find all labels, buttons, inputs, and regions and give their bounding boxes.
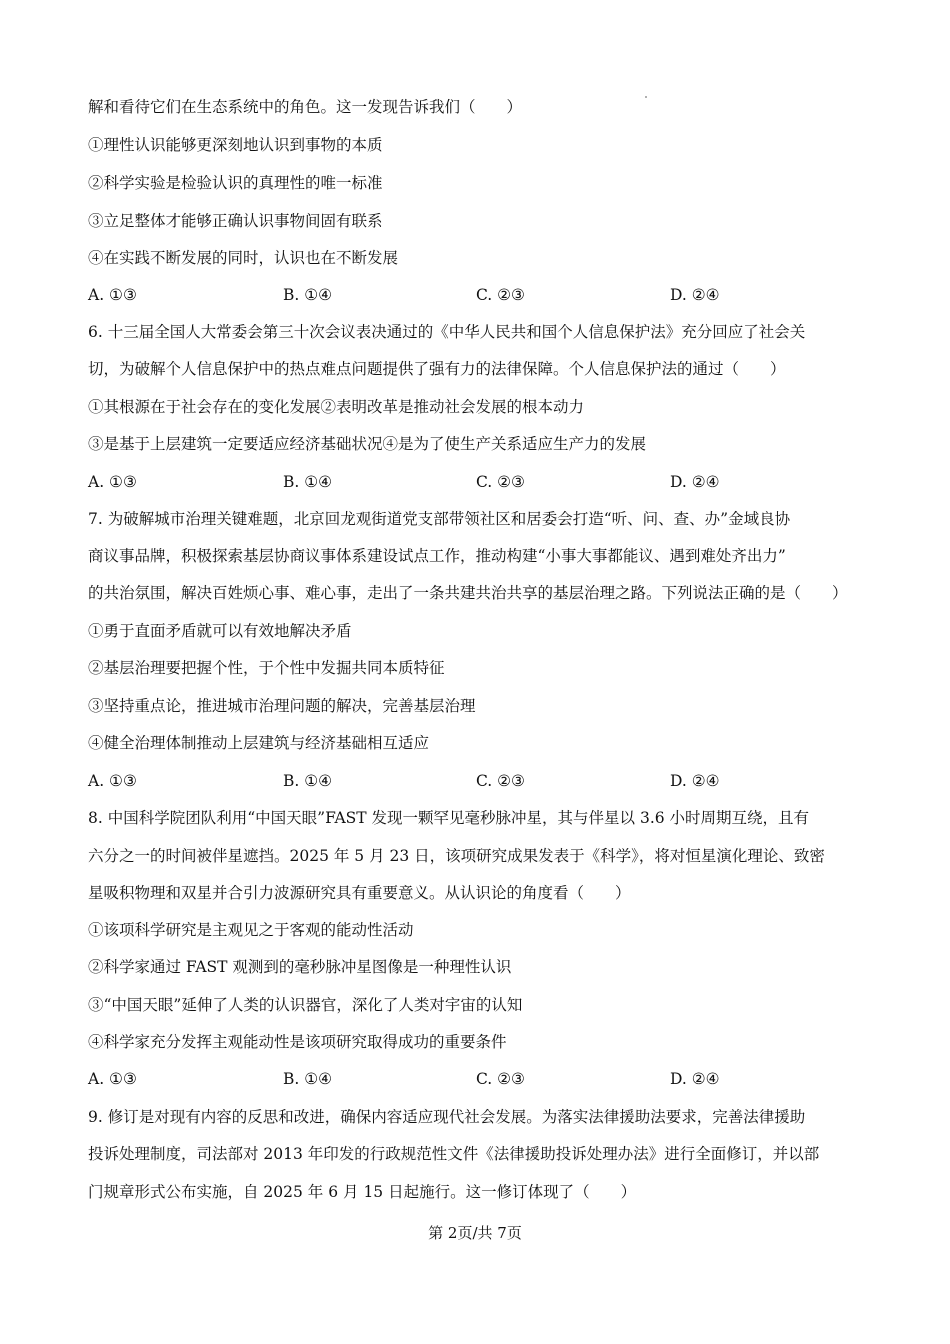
- q5-statement-4: ④在实践不断发展的同时，认识也在不断发展: [88, 249, 399, 267]
- q7-stem-line-2: 商议事品牌，积极探索基层协商议事体系建设试点工作，推动构建“小事大事都能议、遇到难处齐出力”: [88, 547, 786, 565]
- q5-statement-1: ①理性认识能够更深刻地认识到事物的本质: [88, 136, 383, 154]
- q7-statement-2: ②基层治理要把握个性，于个性中发掘共同本质特征: [88, 659, 445, 677]
- q5-options: [88, 284, 868, 306]
- q7-options: [88, 770, 868, 792]
- q5-stem-line: 解和看待它们在生态系统中的角色。这一发现告诉我们（ ）: [88, 98, 523, 116]
- q7-option-b[interactable]: B. ①④: [283, 772, 333, 790]
- q6-options: [88, 471, 868, 493]
- q8-option-c[interactable]: C. ②③: [476, 1070, 525, 1088]
- q6-option-c[interactable]: C. ②③: [476, 473, 525, 491]
- page-number-footer: 第 2页/共 7页: [428, 1224, 522, 1242]
- q6-stem-line-2: 切，为破解个人信息保护中的热点难点问题提供了强有力的法律保障。个人信息保护法的通过（ ）: [88, 360, 786, 378]
- q7-statement-4: ④健全治理体制推动上层建筑与经济基础相互适应: [88, 734, 430, 752]
- q5-option-a[interactable]: A. ①③: [88, 286, 137, 304]
- q6-statement-line-2: ③是基于上层建筑一定要适应经济基础状况④是为了使生产关系适应生产力的发展: [88, 435, 647, 453]
- q8-stem-line-1: 8. 中国科学院团队利用“中国天眼”FAST 发现一颗罕见毫秒脉冲星，其与伴星以 3.6 小时周期互绕，且有: [88, 809, 810, 827]
- q5-option-b[interactable]: B. ①④: [283, 286, 333, 304]
- q7-statement-3: ③坚持重点论，推进城市治理问题的解决，完善基层治理: [88, 697, 476, 715]
- q8-stem-line-2: 六分之一的时间被伴星遮挡。2025 年 5 月 23 日，该项研究成果发表于《科学》，将对恒星演化理论、致密: [88, 847, 825, 865]
- q5-statement-2: ②科学实验是检验认识的真理性的唯一标准: [88, 174, 383, 192]
- q6-option-d[interactable]: D. ②④: [670, 473, 720, 491]
- q7-stem-line-3: 的共治氛围，解决百姓烦心事、难心事，走出了一条共建共治共享的基层治理之路。下列说法正确的是（ ）: [88, 584, 848, 602]
- q6-option-a[interactable]: A. ①③: [88, 473, 137, 491]
- q8-options: [88, 1068, 868, 1090]
- q9-stem-line-3: 门规章形式公布实施，自 2025 年 6 月 15 日起施行。这一修订体现了（ ）: [88, 1183, 637, 1201]
- q5-option-d[interactable]: D. ②④: [670, 286, 720, 304]
- q7-option-c[interactable]: C. ②③: [476, 772, 525, 790]
- scan-speck: [645, 96, 647, 98]
- q9-stem-line-2: 投诉处理制度，司法部对 2013 年印发的行政规范性文件《法律援助投诉处理办法》进行全面修订，并以部: [88, 1145, 820, 1163]
- q8-statement-1: ①该项科学研究是主观见之于客观的能动性活动: [88, 921, 414, 939]
- q8-stem-line-3: 星吸积物理和双星并合引力波源研究具有重要意义。从认识论的角度看（ ）: [88, 884, 631, 902]
- q7-stem-line-1: 7. 为破解城市治理关键难题，北京回龙观街道党支部带领社区和居委会打造“听、问、查、办”金域良协: [88, 510, 791, 528]
- q8-statement-3: ③“中国天眼”延伸了人类的认识器官，深化了人类对宇宙的认知: [88, 996, 523, 1014]
- q7-option-a[interactable]: A. ①③: [88, 772, 137, 790]
- q8-statement-2: ②科学家通过 FAST 观测到的毫秒脉冲星图像是一种理性认识: [88, 958, 512, 976]
- q6-option-b[interactable]: B. ①④: [283, 473, 333, 491]
- q8-option-a[interactable]: A. ①③: [88, 1070, 137, 1088]
- q6-statement-line-1: ①其根源在于社会存在的变化发展②表明改革是推动社会发展的根本动力: [88, 398, 585, 416]
- q6-stem-line-1: 6. 十三届全国人大常委会第三十次会议表决通过的《中华人民共和国个人信息保护法》充分回应了社会关: [88, 323, 806, 341]
- q8-option-d[interactable]: D. ②④: [670, 1070, 720, 1088]
- q8-option-b[interactable]: B. ①④: [283, 1070, 333, 1088]
- q7-option-d[interactable]: D. ②④: [670, 772, 720, 790]
- q9-stem-line-1: 9. 修订是对现有内容的反思和改进，确保内容适应现代社会发展。为落实法律援助法要求，完善法律援助: [88, 1108, 806, 1126]
- q5-statement-3: ③立足整体才能够正确认识事物间固有联系: [88, 212, 383, 230]
- q8-statement-4: ④科学家充分发挥主观能动性是该项研究取得成功的重要条件: [88, 1033, 507, 1051]
- q7-statement-1: ①勇于直面矛盾就可以有效地解决矛盾: [88, 622, 352, 640]
- q5-option-c[interactable]: C. ②③: [476, 286, 525, 304]
